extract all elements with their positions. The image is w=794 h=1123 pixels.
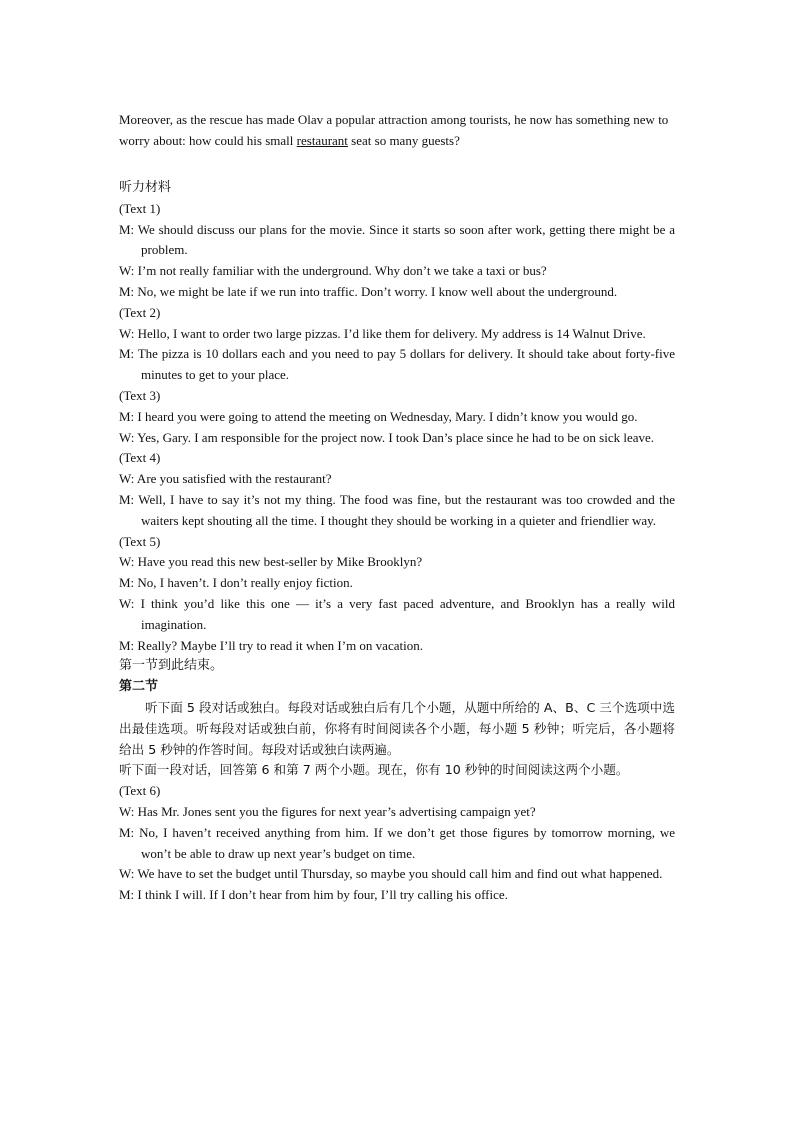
dialogue-line: W: We have to set the budget until Thursday, so maybe you should call him and find out what happened. [119, 866, 663, 882]
dialogue-line: W: Hello, I want to order two large pizzas. I’d like them for delivery. My address is 14 Walnut Drive. [119, 325, 646, 341]
dialogue-line: M: We should discuss our plans for the movie. Since it starts so soon after work, getting there might be a problem. [119, 221, 675, 258]
dialogue-line: M: I think I will. If I don’t hear from him by four, I’ll try calling his office. [119, 887, 508, 903]
section2-instructions: 听下面 5 段对话或独白。每段对话或独白后有几个小题，从题中所给的 A、B、C 三个选项中选出最佳选项。听每段对话或独白前，你将有时间阅读各个小题，每小题 5 秒钟；听完后，各小题将给出 5 秒钟的作答时间。每段对话或独白读两遍。 [119, 699, 675, 757]
dialogue-line: M: The pizza is 10 dollars each and you need to pay 5 dollars for delivery. It should take about forty-five minutes to get to your place. [119, 346, 675, 383]
dialogue-line: W: I think you’d like this one — it’s a very fast paced adventure, and Brooklyn has a really wild imagination. [119, 595, 675, 632]
text-label: (Text 4) [119, 450, 161, 466]
dialogue-line: W: Are you satisfied with the restaurant? [119, 471, 332, 487]
section1-end-note: 第一节到此结束。 [119, 658, 224, 674]
section2-prompt: 听下面一段对话，回答第 6 和第 7 两个小题。现在，你有 10 秒钟的时间阅读这两个小题。 [119, 762, 629, 778]
section-title: 听力材料 [119, 180, 172, 195]
dialogue-line: M: Well, I have to say it’s not my thing. The food was fine, but the restaurant was too crowded and the waiters kept shouting all the time. I thought they should be working in a quieter and friendlier way. [119, 491, 675, 528]
dialogue-line: W: I’m not really familiar with the underground. Why don’t we take a taxi or bus? [119, 263, 547, 279]
intro-underlined-word: restaurant [296, 133, 348, 148]
text-label: (Text 3) [119, 387, 161, 403]
intro-text-after: seat so many guests? [347, 133, 460, 148]
dialogue-line: M: Really? Maybe I’ll try to read it when I’m on vacation. [119, 637, 423, 653]
listening-material [119, 178, 675, 906]
section2-title: 第二节 [119, 679, 159, 695]
text-label: (Text 2) [119, 304, 161, 320]
intro-paragraph [119, 109, 675, 151]
dialogue-line: W: Yes, Gary. I am responsible for the project now. I took Dan’s place since he had to be on sick leave. [119, 429, 655, 445]
dialogue-line: M: No, I haven’t. I don’t really enjoy fiction. [119, 575, 353, 591]
dialogue-line: M: No, we might be late if we run into traffic. Don’t worry. I know well about the underground. [119, 283, 618, 299]
text-label: (Text 5) [119, 533, 161, 549]
text-label: (Text 6) [119, 783, 161, 799]
dialogue-line: M: No, I haven’t received anything from him. If we don’t get those figures by tomorrow morning, we won’t be able to draw up next year’s budget on time. [119, 824, 675, 861]
dialogue-line: W: Has Mr. Jones sent you the figures for next year’s advertising campaign yet? [119, 803, 536, 819]
dialogue-line: M: I heard you were going to attend the meeting on Wednesday, Mary. I didn’t know you would go. [119, 408, 638, 424]
intro-text-before: Moreover, as the rescue has made Olav a popular attraction among tourists, he now has something new to worry about: how could his small [119, 112, 669, 148]
text-label: (Text 1) [119, 200, 161, 216]
dialogue-line: W: Have you read this new best-seller by Mike Brooklyn? [119, 554, 423, 570]
